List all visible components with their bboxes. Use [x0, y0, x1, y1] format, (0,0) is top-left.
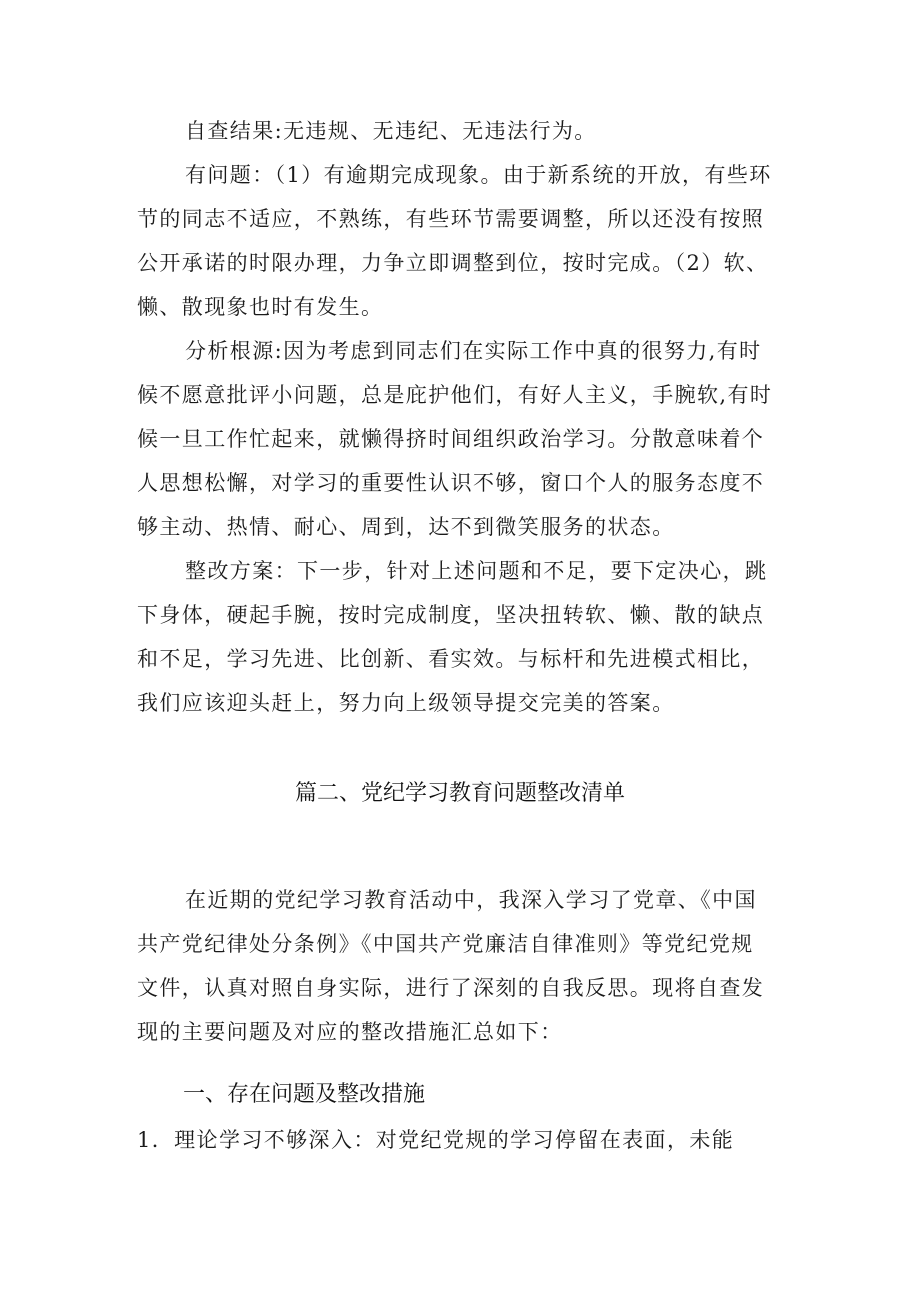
subheading: 一、存在问题及整改措施: [183, 1082, 426, 1107]
paragraph-line: 懒、散现象也时有发生。: [137, 295, 384, 319]
paragraph-line: 分析根源:因为考虑到同志们在实际工作中真的很努力,有时: [185, 339, 762, 363]
paragraph-line: 下身体，硬起手腕，按时完成制度，坚决扭转软、懒、散的缺点: [137, 603, 765, 627]
paragraph-line: 够主动、热情、耐心、周到，达不到微笑服务的状态。: [137, 515, 675, 539]
paragraph-line: 和不足，学习先进、比创新、看实效。与标杆和先进模式相比，: [137, 647, 765, 671]
paragraph-line: 有问题：（1）有逾期完成现象。由于新系统的开放，有些环: [185, 163, 772, 187]
paragraph-line: 人思想松懈，对学习的重要性认识不够，窗口个人的服务态度不: [137, 471, 765, 495]
paragraph-line: 现的主要问题及对应的整改措施汇总如下：: [137, 1020, 563, 1044]
section-title: 篇二、党纪学习教育问题整改清单: [294, 781, 625, 806]
paragraph-line: 共产党纪律处分条例》《中国共产党廉洁自律准则》等党纪党规: [137, 932, 754, 956]
paragraph-line: 自查结果:无违规、无违纪、无违法行为。: [185, 119, 597, 143]
paragraph-line: 在近期的党纪学习教育活动中，我深入学习了党章、《中国: [185, 888, 757, 912]
paragraph-line: 候一旦工作忙起来，就懒得挤时间组织政治学习。分散意味着个: [137, 427, 765, 451]
paragraph-line: 节的同志不适应，不熟练，有些环节需要调整，所以还没有按照: [137, 207, 765, 231]
paragraph-line: 候不愿意批评小问题，总是庇护他们，有好人主义，手腕软,有时: [137, 383, 773, 407]
paragraph-line: 公开承诺的时限办理，力争立即调整到位，按时完成。（2）软、: [137, 251, 769, 275]
paragraph-line: 我们应该迎头赶上，努力向上级领导提交完美的答案。: [137, 691, 675, 715]
paragraph-line: 文件，认真对照自身实际，进行了深刻的自我反思。现将自查发: [137, 976, 765, 1000]
paragraph-line: 整改方案：下一步，针对上述问题和不足，要下定决心，跳: [185, 559, 768, 583]
list-item-line: 1．理论学习不够深入：对党纪党规的学习停留在表面，未能: [137, 1128, 735, 1152]
